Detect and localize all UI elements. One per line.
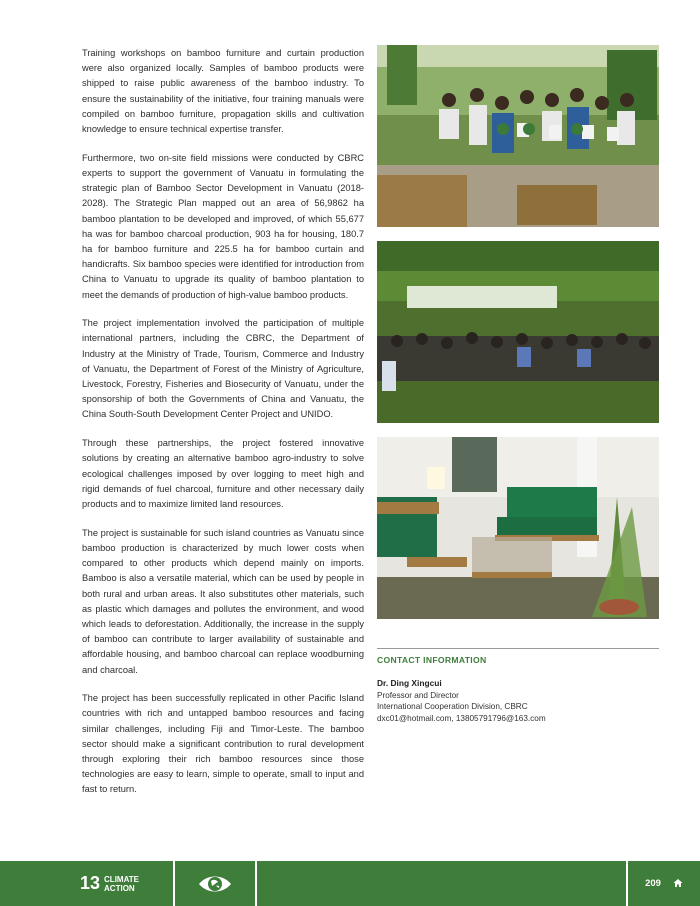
sdg-label-line1: CLIMATE — [104, 874, 139, 884]
paragraph-partners: The project implementation involved the participation of multiple international partners, including the CBRC, the Department of Industry at the Ministry of Trade, Tourism, Commerce and Industry of Vanuatu, the Department of Forest of the Ministry of Agriculture, Livestock, Forestry, Fisheries and Biosecurity of Vanuatu, under the sponsorship of both the Governments of China and Vanuatu, the China South-South Development Center Project and UNIDO. — [82, 318, 364, 420]
contact-information — [377, 648, 659, 724]
footer-bar — [0, 861, 700, 906]
contact-name: Dr. Ding Xingcui — [377, 678, 442, 688]
paragraph-innovation: Through these partnerships, the project fostered innovative solutions by creating an alternative bamboo agro-industry to solve ecological challenges imposed by over logging to meet high and rigid demands of fuel charcoal, furniture and other necessary daily products and to maximize limited land resources. — [82, 438, 364, 509]
sdg-number: 13 — [80, 873, 101, 893]
home-icon[interactable] — [673, 875, 683, 893]
contact-title: Professor and Director — [377, 690, 459, 700]
paragraph-field-missions: Furthermore, two on-site field missions were conducted by CBRC experts to support the government of Vanuatu in formulating the strategic plan of Bamboo Sector Development in Vanuatu (2018-2028). The Strategic Plan mapped out an area of 56,9862 ha bamboo plantation to be developed and improved, of which 55,677 ha was for bamboo charcoal production, 903 ha for housing, 180.7 ha for bamboo furniture and 225.5 ha for bamboo curtain and handicrafts. Six bamboo species were identified for introduction from China to Vanuatu to upgrade its quality of bamboo plantation to meet the demands of production of high-value bamboo products. — [82, 152, 364, 300]
photo-bamboo-furniture — [377, 437, 659, 619]
paragraph-sustainability: The project is sustainable for such island countries as Vanuatu since bamboo production is characterized by much lower costs when compared to other products which depend mainly on imports. Bamboo is also a versatile material, which can be used by people in both rural and urban areas. It also substitutes other materials, such as plastic which damages and pollutes the environment, and wood which leads to deforestation. Additionally, the increase in the supply of bamboo can contribute to larger availability of sustainable and affordable housing, and bamboo charcoal can replace woodburning and charcoal. — [82, 527, 364, 675]
photo-community-meeting — [377, 241, 659, 423]
page-footer-right — [628, 861, 700, 906]
contact-emails[interactable]: dxc01@hotmail.com, 13805791796@163.com — [377, 713, 546, 723]
footer-spacer — [257, 861, 628, 906]
paragraph-replication: The project has been successfully replicated in other Pacific Island countries with rich and untapped bamboo resources and facing similar challenges, including Fiji and Timor-Leste. The bamboo sector should make a significant contribution to rural development through exploring their rich bamboo resources since those technologies are easy to learn, simple to operate, small to input and fast to return. — [82, 693, 364, 795]
article-body — [82, 46, 364, 811]
contact-division: International Cooperation Division, CBRC — [377, 702, 528, 711]
paragraph-training: Training workshops on bamboo furniture and curtain production were also organized locally. Samples of bamboo products were shipped to raise public awareness of the bamboo industry. To ensure the sustainability of the initiative, four training manuals were compiled on bamboo furniture, propagation skills and cultivation knowledge to ensure technical expertise transfer. — [82, 48, 364, 135]
photo-workshop-group — [377, 45, 659, 227]
page-number: 209 — [645, 878, 661, 889]
contact-heading: CONTACT INFORMATION — [377, 655, 487, 665]
sdg-badge — [0, 861, 175, 906]
eye-globe-icon — [175, 861, 257, 906]
sdg-label-line2: ACTION — [104, 883, 135, 893]
